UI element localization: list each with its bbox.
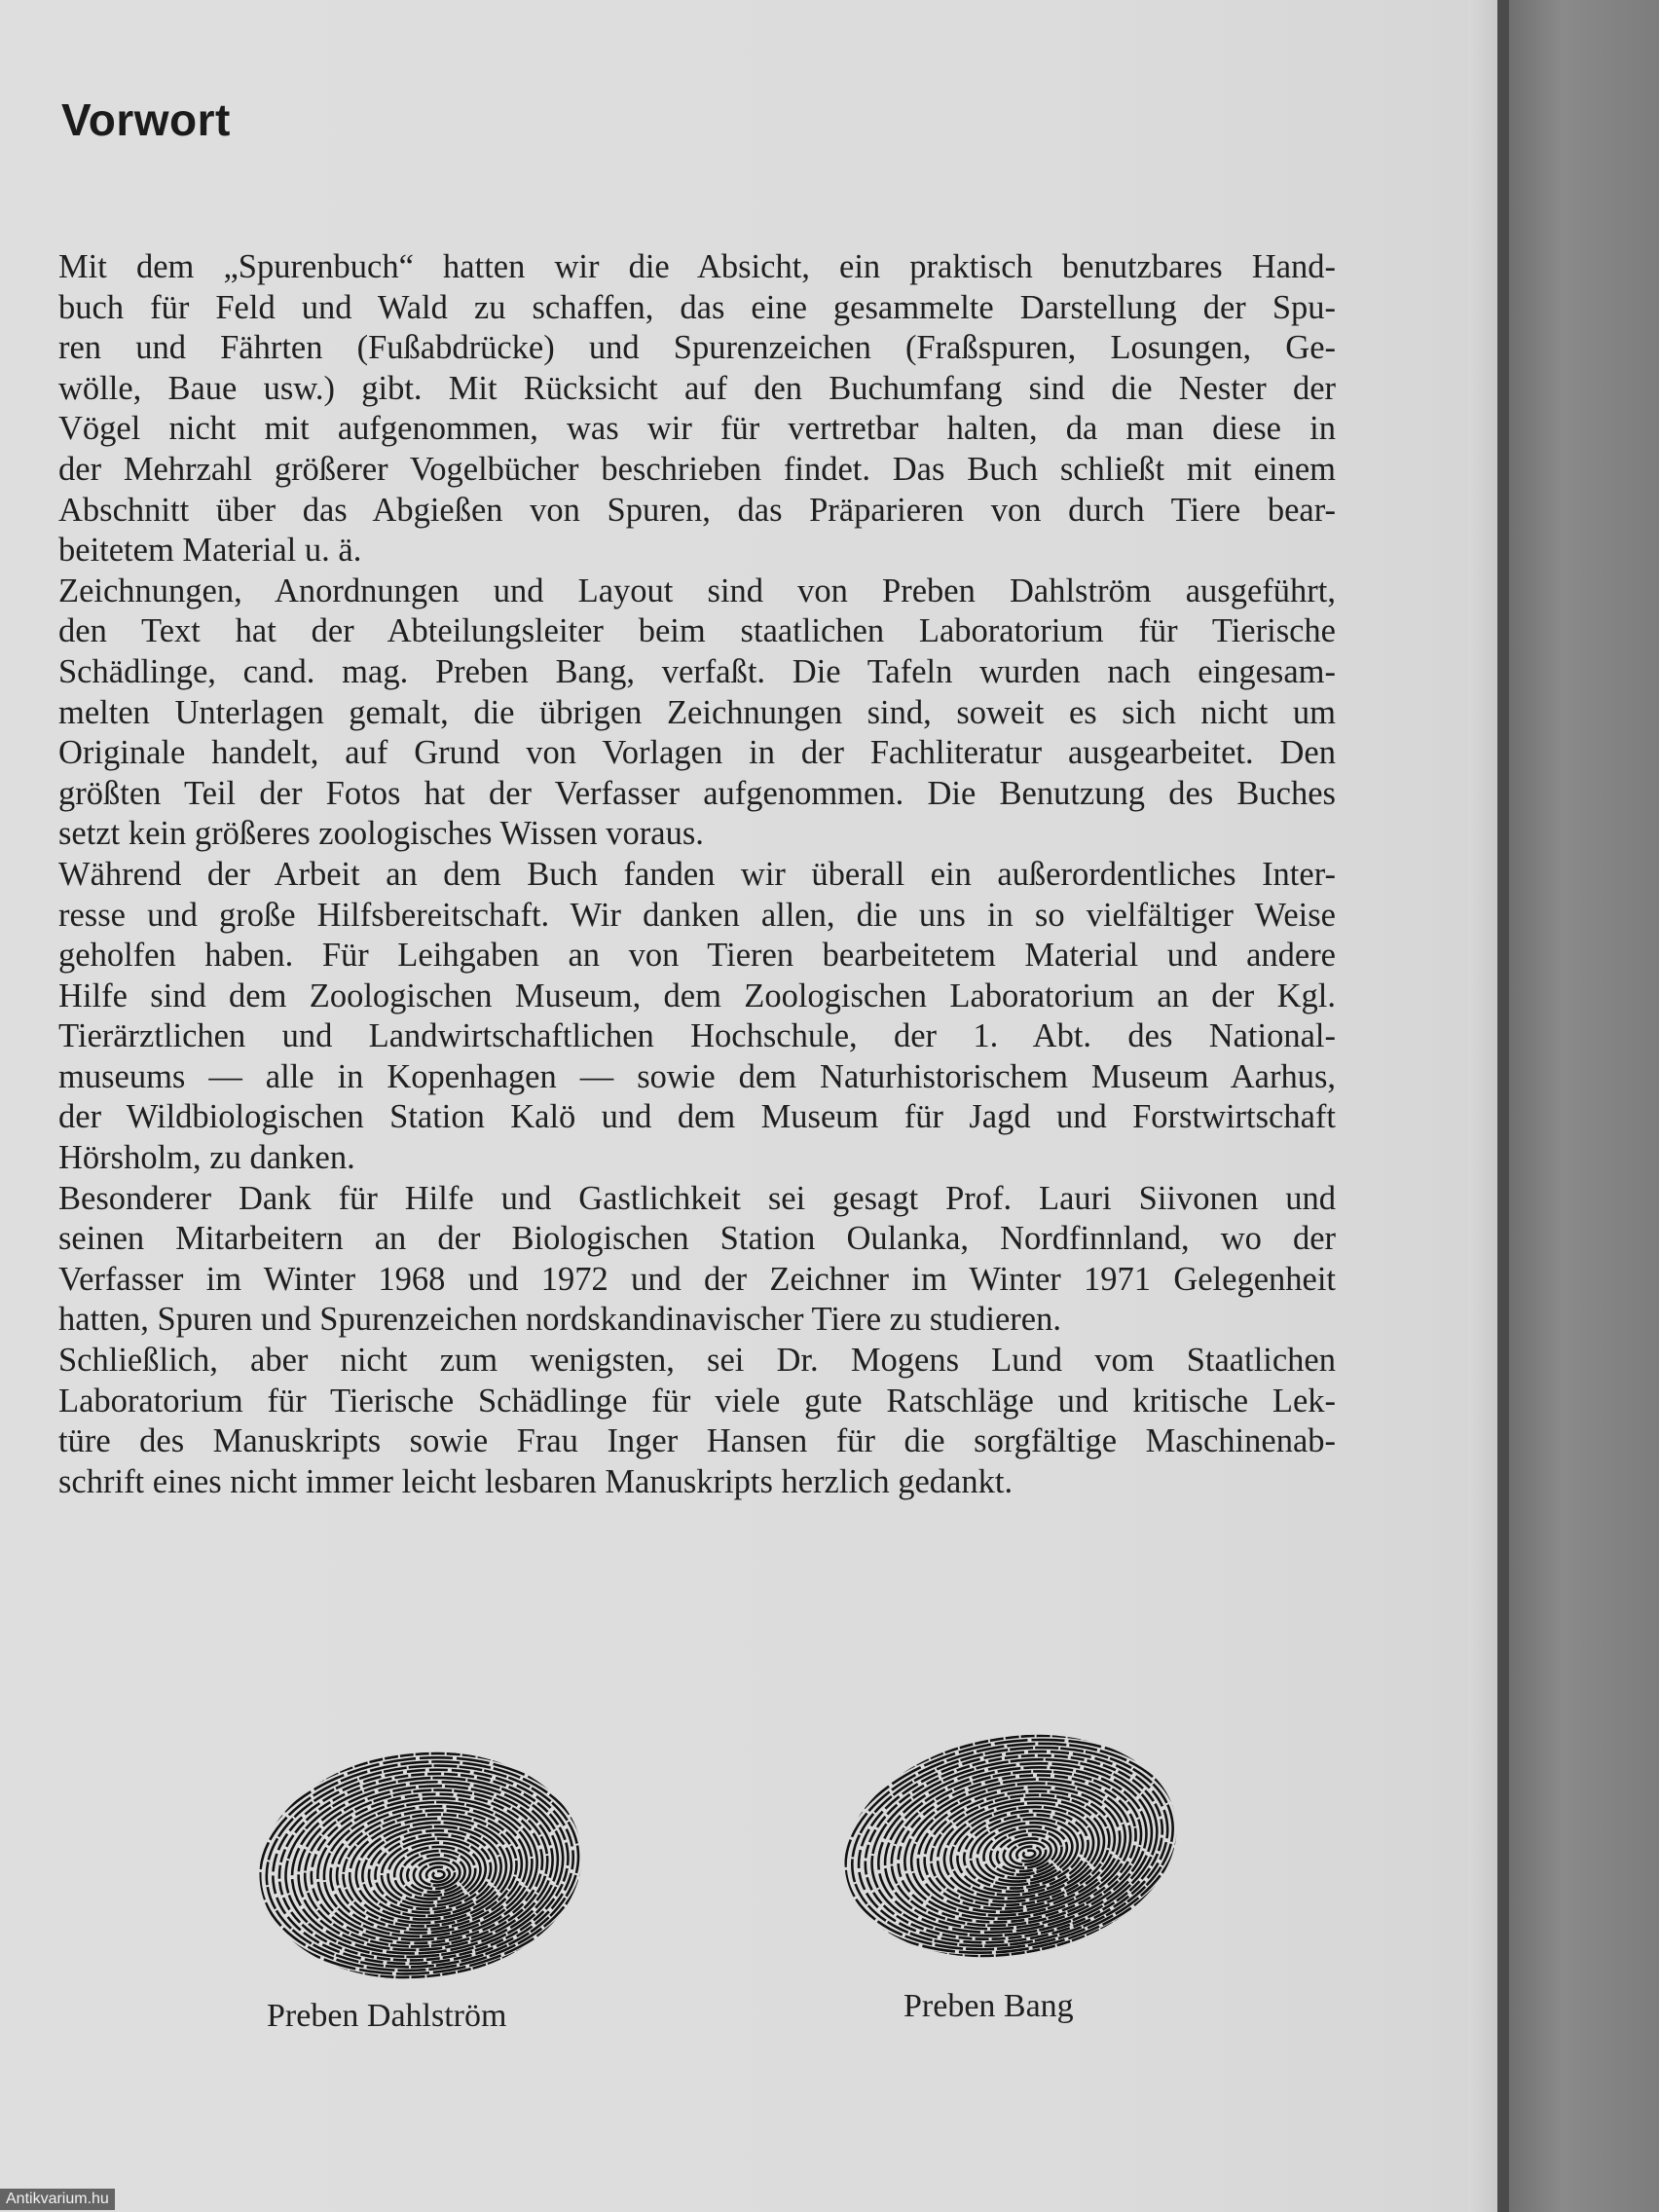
text-line: türe des Manuskripts sowie Frau Inger Hansen für die sorgfältige Maschinenab-	[58, 1422, 1336, 1460]
text-line: Vögel nicht mit aufgenommen, was wir für vertretbar halten, da man diese in	[58, 410, 1336, 448]
text-line: Besonderer Dank für Hilfe und Gastlichkeit sei gesagt Prof. Lauri Siivonen und	[58, 1179, 1336, 1217]
text-line: Schließlich, aber nicht zum wenigsten, sei Dr. Mogens Lund vom Staatlichen	[58, 1342, 1336, 1380]
text-line: resse und große Hilfsbereitschaft. Wir danken allen, die uns in so vielfältiger Weise	[58, 896, 1336, 934]
text-line: Verfasser im Winter 1968 und 1972 und der Zeichner im Winter 1971 Gelegenheit	[58, 1260, 1336, 1298]
page-title: Vorwort	[61, 94, 231, 145]
fingerprint-icon	[255, 1749, 586, 1982]
text-line: melten Unterlagen gemalt, die übrigen Zeichnungen sind, soweit es sich nicht um	[58, 693, 1336, 731]
text-line: Hörsholm, zu danken.	[58, 1139, 355, 1177]
adjacent-surface	[1497, 0, 1659, 2212]
text-line: Laboratorium für Tierische Schädlinge für viele gute Ratschläge und kritische Lek-	[58, 1382, 1336, 1419]
text-line: beitetem Material u. ä.	[58, 532, 362, 570]
watermark: Antikvarium.hu	[0, 2189, 115, 2210]
text-line: der Wildbiologischen Station Kalö und dem Museum für Jagd und Forstwirtschaft	[58, 1098, 1336, 1136]
signature-caption-dahlstrom: Preben Dahlström	[267, 1998, 507, 2034]
text-line: museums — alle in Kopenhagen — sowie dem Naturhistorischem Museum Aarhus,	[58, 1057, 1336, 1095]
text-line: Während der Arbeit an dem Buch fanden wir überall ein außerordentliches Inter-	[58, 855, 1336, 893]
text-line: wölle, Baue usw.) gibt. Mit Rücksicht auf den Buchumfang sind die Nester der	[58, 369, 1336, 407]
preface-text	[58, 247, 1336, 1502]
page-edge	[1468, 0, 1497, 2212]
text-line: Abschnitt über das Abgießen von Spuren, das Präparieren von durch Tiere bear-	[58, 491, 1336, 529]
text-line: Mit dem „Spurenbuch“ hatten wir die Absicht, ein praktisch benutzbares Hand-	[58, 248, 1336, 285]
page-shadow	[1497, 0, 1509, 2212]
text-line: Tierärztlichen und Landwirtschaftlichen Hochschule, der 1. Abt. des National-	[58, 1017, 1336, 1055]
text-line: ren und Fährten (Fußabdrücke) und Spurenzeichen (Fraßspuren, Losungen, Ge-	[58, 329, 1336, 367]
text-line: Zeichnungen, Anordnungen und Layout sind von Preben Dahlström ausgeführt,	[58, 571, 1336, 609]
text-line: setzt kein größeres zoologisches Wissen voraus.	[58, 815, 704, 853]
text-line: geholfen haben. Für Leihgaben an von Tieren bearbeitetem Material und andere	[58, 937, 1336, 975]
text-line: Schädlinge, cand. mag. Preben Bang, verfaßt. Die Tafeln wurden nach eingesam-	[58, 652, 1336, 690]
fingerprint-icon	[839, 1733, 1182, 1959]
text-line: den Text hat der Abteilungsleiter beim staatlichen Laboratorium für Tierische	[58, 612, 1336, 650]
text-line: seinen Mitarbeitern an der Biologischen Station Oulanka, Nordfinnland, wo der	[58, 1220, 1336, 1258]
text-line: Hilfe sind dem Zoologischen Museum, dem Zoologischen Laboratorium an der Kgl.	[58, 977, 1336, 1014]
text-line: buch für Feld und Wald zu schaffen, das eine gesammelte Darstellung der Spu-	[58, 288, 1336, 326]
text-line: größten Teil der Fotos hat der Verfasser aufgenommen. Die Benutzung des Buches	[58, 774, 1336, 812]
text-line: der Mehrzahl größerer Vogelbücher beschrieben findet. Das Buch schließt mit einem	[58, 450, 1336, 488]
text-line: schrift eines nicht immer leicht lesbaren Manuskripts herzlich gedankt.	[58, 1462, 1014, 1500]
text-line: Originale handelt, auf Grund von Vorlagen in der Fachliteratur ausgearbeitet. Den	[58, 734, 1336, 772]
signature-caption-bang: Preben Bang	[903, 1988, 1074, 2024]
text-line: hatten, Spuren und Spurenzeichen nordskandinavischer Tiere zu studieren.	[58, 1301, 1061, 1339]
